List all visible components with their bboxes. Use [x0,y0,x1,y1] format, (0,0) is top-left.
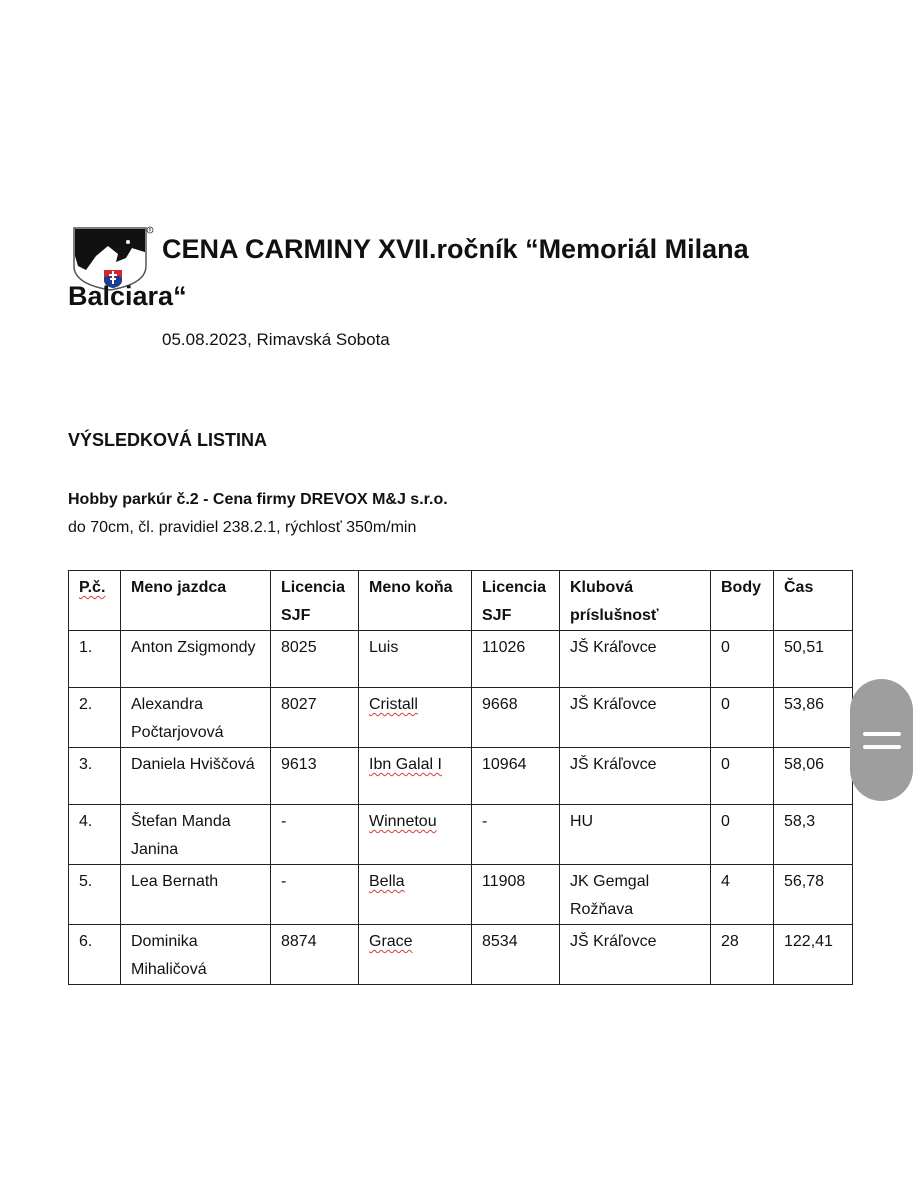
cell-rider-license: 8027 [271,688,359,748]
date-place: 05.08.2023, Rimavská Sobota [162,330,390,349]
cell-rider: Anton Zsigmondy [121,631,271,688]
cell-position: 2. [69,688,121,748]
cell-rider-license: 8025 [271,631,359,688]
cell-points: 0 [711,805,774,865]
cell-horse: Bella [359,865,472,925]
cell-horse-license: 10964 [472,748,560,805]
document-title-continued: Balciara“ [68,281,187,311]
header-rider: Meno jazdca [121,571,271,631]
cell-position: 5. [69,865,121,925]
cell-rider-license: 9613 [271,748,359,805]
cell-time: 122,41 [774,925,853,985]
header-horse: Meno koňa [359,571,472,631]
header-rider-license: Licencia SJF [271,571,359,631]
cell-rider: Lea Bernath [121,865,271,925]
cell-rider: Daniela Hviščová [121,748,271,805]
competition-title: Hobby parkúr č.2 - Cena firmy DREVOX M&J s.r.o. [68,491,448,508]
cell-club: HU [560,805,711,865]
table-row [69,631,853,688]
cell-club: JŠ Kráľovce [560,925,711,985]
header-horse-license: Licencia SJF [472,571,560,631]
cell-position: 3. [69,748,121,805]
cell-horse-license: 9668 [472,688,560,748]
drag-handle-icon [863,745,901,749]
results-heading: VÝSLEDKOVÁ LISTINA [68,430,268,450]
competition-description: do 70cm, čl. pravidiel 238.2.1, rýchlosť 350m/min [68,519,417,536]
cell-points: 4 [711,865,774,925]
cell-rider-license: - [271,805,359,865]
cell-club: JŠ Kráľovce [560,688,711,748]
cell-time: 53,86 [774,688,853,748]
header-position: P.č. [69,571,121,631]
cell-rider-license: - [271,865,359,925]
header-points: Body [711,571,774,631]
cell-time: 56,78 [774,865,853,925]
cell-horse: Ibn Galal I [359,748,472,805]
header-time: Čas [774,571,853,631]
results-table [68,570,853,985]
cell-points: 0 [711,631,774,688]
cell-horse: Luis [359,631,472,688]
table-row [69,865,853,925]
drag-handle-icon [863,732,901,736]
scroll-handle[interactable] [850,679,913,801]
cell-rider: Štefan Manda Janina [121,805,271,865]
cell-rider: Dominika Mihaličová [121,925,271,985]
cell-points: 0 [711,748,774,805]
cell-horse-license: - [472,805,560,865]
cell-points: 0 [711,688,774,748]
header-club: Klubová príslušnosť [560,571,711,631]
table-row [69,748,853,805]
cell-rider: Alexandra Počtarjovová [121,688,271,748]
table-header-row [69,571,853,631]
cell-club: JK Gemgal Rožňava [560,865,711,925]
table-row [69,925,853,985]
cell-horse-license: 8534 [472,925,560,985]
cell-rider-license: 8874 [271,925,359,985]
cell-time: 58,06 [774,748,853,805]
cell-horse: Cristall [359,688,472,748]
cell-points: 28 [711,925,774,985]
cell-position: 6. [69,925,121,985]
cell-club: JŠ Kráľovce [560,631,711,688]
cell-horse: Winnetou [359,805,472,865]
table-row [69,805,853,865]
svg-text:R: R [148,227,152,233]
cell-position: 1. [69,631,121,688]
cell-horse-license: 11908 [472,865,560,925]
document-title: CENA CARMINY XVII.ročník “Memoriál Milana [162,234,749,264]
cell-club: JŠ Kráľovce [560,748,711,805]
cell-time: 58,3 [774,805,853,865]
cell-horse-license: 11026 [472,631,560,688]
cell-position: 4. [69,805,121,865]
cell-horse: Grace [359,925,472,985]
cell-time: 50,51 [774,631,853,688]
table-row [69,688,853,748]
